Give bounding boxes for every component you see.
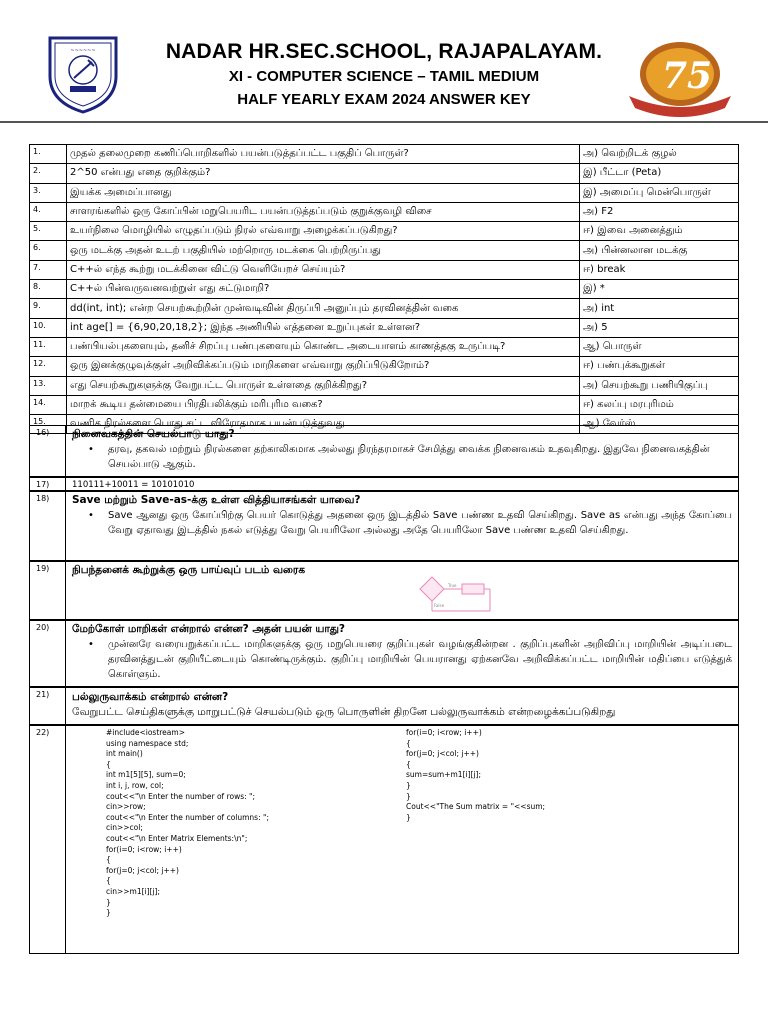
mcq-row [30,280,739,299]
page-header [0,0,768,122]
mcq-number: 12. [30,357,67,376]
mcq-number: 2. [30,164,67,183]
mcq-number: 5. [30,222,67,241]
question-text: நிபந்தனைக் கூற்றுக்கு ஒரு பாய்வுப் படம் வரைக [72,564,306,576]
mcq-row [30,183,739,202]
answer-text: வேறுபட்ட செய்திகளுக்கு மாறுபட்டுச் செயல்படும் ஒரு பொருளின் திறனே பல்லுருவாக்கம் என்றழைக்கப்படுகிறது [72,706,616,718]
mcq-question: முதல் தலைமுறை கணிப்பொறிகளில் பயன்படுத்தப்பட்ட பகுதிப் பொருள்? [67,145,580,164]
mcq-answer: இ) பீட்டா (Peta) [580,164,739,183]
mcq-row [30,222,739,241]
mcq-number: 13. [30,376,67,395]
mcq-answer: இ) அமைப்பு மென்பொருள் [580,183,739,202]
answer-text: • முன்னரே வரையறுக்கப்பட்ட மாறிகளுக்கு ஒரு மறுபெயரை குறிப்புகள் வழங்குகின்றன . குறிப்புகளின் அறிவிப்பு மாறியின் அடிப்படை தரவினத்துடன் குறியீட்டையும் கொண்டிருக்கும். குறிப்பு மாறியின் பெயரானது ஏற்கனவே அறிவிக்கப்பட்ட மாறியின் மதிப்பை எடுத்துக் கொள்ளும். [72,637,732,682]
mcq-number: 6. [30,241,67,260]
question-22 [29,725,739,954]
mcq-question: dd(int, int); என்ற செயற்கூற்றின் முன்வடிவின் திருப்பி அனுப்பும் தரவினத்தின் வகை [67,299,580,318]
mcq-question: 2^50 என்பது எதை குறிக்கும்? [67,164,580,183]
mcq-number: 9. [30,299,67,318]
school-name: NADAR HR.SEC.SCHOOL, RAJAPALAYAM. [165,40,603,63]
mcq-row [30,395,739,414]
question-17 [29,477,739,491]
mcq-answer: ஆ) வேர்ஸ் [580,415,739,434]
mcq-row [30,260,739,279]
mcq-answer: ஈ) கலப்பு மரபுரிமம் [580,395,739,414]
flow-false-label: False [434,603,445,608]
mcq-row [30,241,739,260]
mcq-answer: அ) 5 [580,318,739,337]
mcq-answer: அ) பின்னலான மடக்கு [580,241,739,260]
subject-title: XI - COMPUTER SCIENCE – TAMIL MEDIUM [228,68,540,85]
mcq-question: C++ல் எந்த கூற்று மடக்கினை விட்டு வெளியேறச் செய்யும்? [67,260,580,279]
flowchart-diagram [418,575,494,615]
exam-title: HALF YEARLY EXAM 2024 ANSWER KEY [237,91,531,108]
mcq-number: 1. [30,145,67,164]
question-text: மேற்கோள் மாறிகள் என்றால் என்ன? அதன் பயன் யாது? [72,623,346,635]
mcq-answer: ஈ) இவை அனைத்தும் [580,222,739,241]
mcq-question: மாறக் கூடிய தன்மையை பிரதிபலிக்கும் மரிபுரிம வகை? [67,395,580,414]
mcq-question: வணிக நிரல்களை பொது சட்ட விரோதமாக பயன்படுத்துவது [67,415,580,434]
mcq-number: 15. [30,415,67,434]
mcq-number: 14. [30,395,67,414]
mcq-question: இயக்க அமைப்பானது [67,183,580,202]
mcq-row [30,202,739,221]
mcq-question: எது செயற்கூறுகளுக்கு வேறுபட்ட பொருள் உள்ளதை குறிக்கிறது? [67,376,580,395]
mcq-answer: அ) செயற்கூறு பணியிகுப்பு [580,376,739,395]
header-divider [0,121,768,123]
mcq-question: C++ல் பின்வருவனவற்றுள் எது சுட்டுமாறி? [67,280,580,299]
mcq-row [30,318,739,337]
mcq-answer: ஈ) பண்புக்கூறுகள் [580,357,739,376]
answer-text: • Save ஆனது ஒரு கோப்பிற்கு பெயர் கொடுத்து அதனை ஒரு இடத்தில் Save பண்ண உதவி செய்கிறது. Save as என்பது அந்த கோப்பை வேறு ஏதாவது இடத்தில் நகல் எடுத்து வேறு பெயரிலோ அல்லது அதே பெயரிலோ Save பண்ண உதவி செய்கிறது. [72,508,732,538]
question-19 [29,561,739,620]
question-number: 21) [30,688,66,724]
question-21 [29,687,739,725]
question-number: 18) [30,492,66,560]
mcq-row [30,337,739,356]
svg-text:~~~~~~: ~~~~~~ [70,48,96,54]
badge-number: 75 [661,55,713,97]
question-18 [29,491,739,561]
answer-text: 110111+10011 = 10101010 [72,480,195,490]
mcq-question: பண்பியல்புகளையும், தனிச் சிறப்பு பண்புகளையும் கொண்ட அடையாளம் காணத்தகு உருப்படி? [67,337,580,356]
mcq-answer: இ) * [580,280,739,299]
mcq-number: 4. [30,202,67,221]
mcq-row [30,164,739,183]
answer-text: • தரவு, தகவல் மற்றும் நிரல்களை தற்காலிகமாக அல்லது நிரந்தரமாகச் சேமித்து வைக்க நினைவகம் உதவுகிறது. இதுவே நினைவகத்தின் செயல்பாடு ஆகும். [72,442,732,472]
mcq-question: ஒரு இனக்குழுவுக்குள் அறிவிக்கப்படும் மாறிகளை எவ்வாறு குறிப்பிடுகிறோம்? [67,357,580,376]
mcq-number: 7. [30,260,67,279]
mcq-row [30,357,739,376]
question-number: 20) [30,621,66,686]
question-number: 19) [30,562,66,619]
mcq-row [30,145,739,164]
mcq-number: 11. [30,337,67,356]
question-number: 16) [30,426,66,476]
question-number: 22) [30,726,66,953]
mcq-question: ஒரு மடக்கு அதன் உடற் பகுதியில் மற்றொரு மடக்கை பெற்றிருப்பது [67,241,580,260]
question-text: நினைவகத்தின் செயல்பாடு யாது? [72,428,235,440]
question-20 [29,620,739,687]
mcq-answer: ஆ) பொருள் [580,337,739,356]
mcq-question: int age[] = {6,90,20,18,2}; இந்த அணியில் எத்தனை உறுப்புகள் உள்ளன? [67,318,580,337]
mcq-answer: ஈ) break [580,260,739,279]
mcq-number: 8. [30,280,67,299]
mcq-number: 3. [30,183,67,202]
anniversary-75-badge [625,38,735,118]
mcq-number: 10. [30,318,67,337]
code-block-right: for(i=0; i<row; i++) { for(j=0; j<col; j++) { sum=sum+m1[i][j]; } } Cout<<"The Sum matrix = "<<sum; } [406,728,546,822]
flow-true-label: True [448,583,457,588]
question-16 [29,425,739,477]
mcq-question: சாளரங்களில் ஒரு கோப்பின் மறுபெயரிட பயன்படுத்தப்படும் குறுக்குவழி விசை [67,202,580,221]
question-number: 17) [30,478,66,490]
mcq-answer: அ) int [580,299,739,318]
question-text: Save மற்றும் Save-as-க்கு உள்ள வித்தியாசங்கள் யாவை? [72,494,361,506]
mcq-answer: அ) வெற்றிடக் குழல் [580,145,739,164]
mcq-row [30,299,739,318]
mcq-question: உயர்நிலை மொழியில் எழுதப்படும் நிரல் எவ்வாறு அழைக்கப்படுகிறது? [67,222,580,241]
question-text: பல்லுருவாக்கம் என்றால் என்ன? [72,691,229,703]
mcq-answer: அ) F2 [580,202,739,221]
mcq-table [29,144,739,434]
mcq-row [30,376,739,395]
code-block-left: #include<iostream> using namespace std; int main() { int m1[5][5], sum=0; int i, j, row, col; cout<<"\n Enter the number of rows: "; cin>>row; cout<<"\n Enter the number of columns: "; cin>>col; cout<<"\n Enter Matrix Elements:\n"; for(i=0; i<row; i++) { for(j=0; j<col; j++) { cin>>m1[i][j]; } } [106,728,269,918]
